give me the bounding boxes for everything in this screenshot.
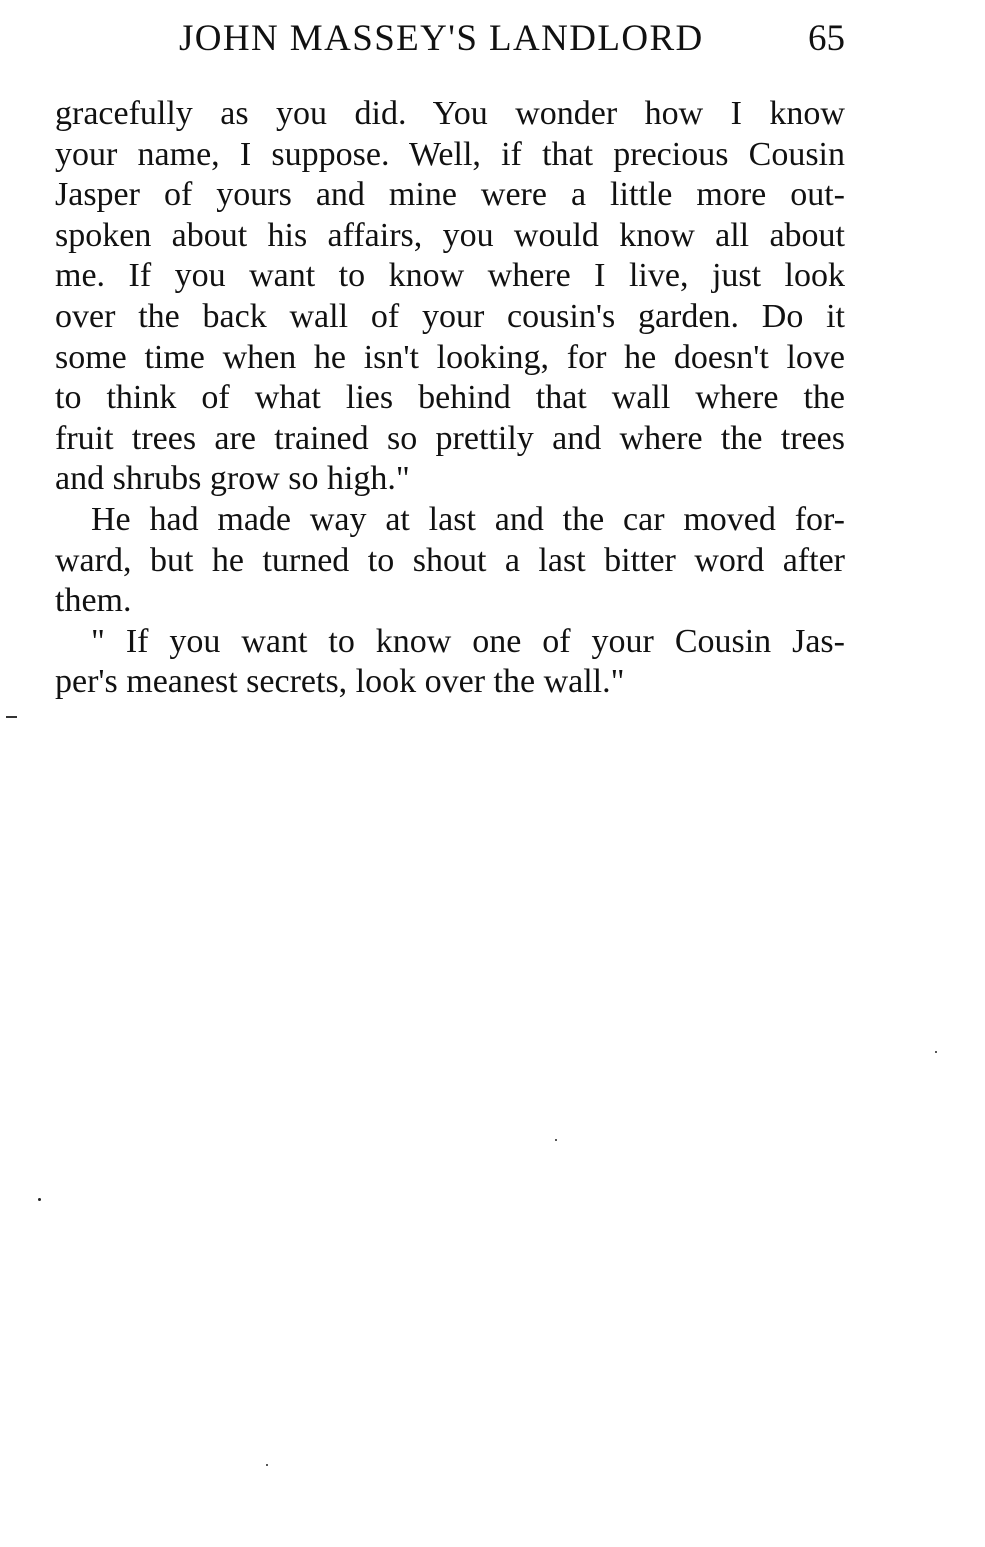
text-line: me. If you want to know where I live, just look [55, 257, 845, 295]
text-line: per's meanest secrets, look over the wall." [55, 663, 625, 701]
page-number: 65 [808, 18, 845, 59]
text-line: your name, I suppose. Well, if that precious Cousin [55, 135, 845, 173]
text-line: over the back wall of your cousin's garden. Do it [55, 297, 845, 335]
paragraph-2 [55, 500, 845, 622]
paragraph-1 [55, 94, 845, 500]
text-line: gracefully as you did. You wonder how I know [55, 95, 845, 132]
text-line: them. [55, 582, 132, 620]
body-text [55, 94, 845, 703]
text-line: fruit trees are trained so prettily and where the trees [55, 419, 845, 457]
scan-speck [935, 1051, 937, 1053]
text-line: He had made way at last and the car moved for- [91, 500, 845, 538]
running-title: JOHN MASSEY'S LANDLORD [179, 18, 704, 59]
text-line: spoken about his affairs, you would know all about [55, 216, 845, 254]
scan-speck [266, 1464, 268, 1466]
scan-speck [555, 1139, 557, 1141]
text-line: and shrubs grow so high." [55, 460, 410, 498]
margin-mark [6, 716, 17, 718]
paragraph-3 [55, 622, 845, 703]
text-line: some time when he isn't looking, for he doesn't love [55, 338, 845, 376]
scan-speck [38, 1198, 41, 1201]
running-header [55, 14, 845, 64]
text-line: " If you want to know one of your Cousin Jas- [91, 622, 845, 660]
text-line: ward, but he turned to shout a last bitter word after [55, 541, 845, 579]
text-line: to think of what lies behind that wall where the [55, 379, 845, 417]
text-line: Jasper of yours and mine were a little more out- [55, 176, 845, 214]
